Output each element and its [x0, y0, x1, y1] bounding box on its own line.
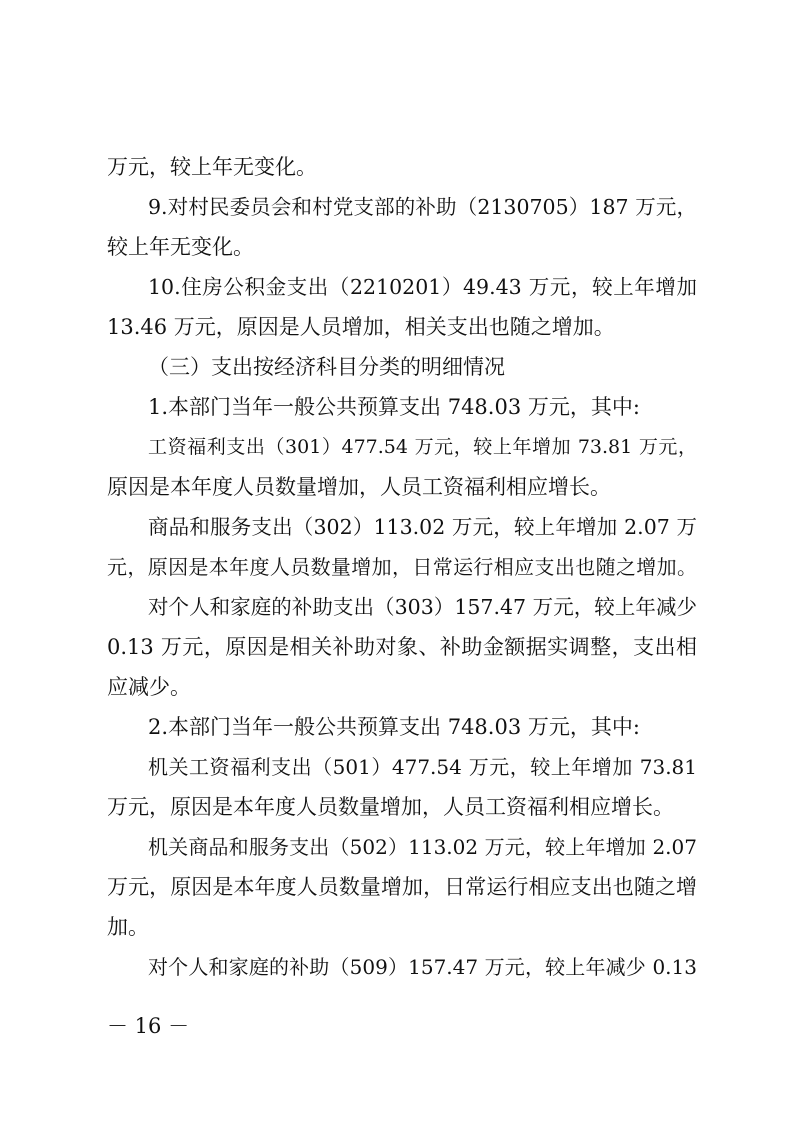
text-line: 1.本部门当年一般公共预算支出 748.03 万元，其中:: [148, 395, 640, 419]
text-line: 0.13 万元，原因是相关补助对象、补助金额据实调整，支出相: [107, 635, 697, 659]
page-number: － 16 －: [107, 1014, 190, 1038]
text-line: 机关商品和服务支出（502）113.02 万元，较上年增加 2.07: [148, 835, 697, 859]
text-line: 工资福利支出（301）477.54 万元，较上年增加 73.81 万元，: [148, 436, 697, 458]
text-line: 加。: [107, 915, 149, 939]
text-line: 13.46 万元，原因是人员增加，相关支出也随之增加。: [107, 315, 615, 339]
text-line: 较上年无变化。: [107, 235, 254, 259]
text-line: 万元，原因是本年度人员数量增加，日常运行相应支出也随之增: [107, 875, 697, 899]
text-line: 万元，较上年无变化。: [107, 155, 317, 179]
text-line: 商品和服务支出（302）113.02 万元，较上年增加 2.07 万: [148, 515, 697, 539]
text-line: 对个人和家庭的补助支出（303）157.47 万元，较上年减少: [148, 595, 697, 619]
text-line: 万元，原因是本年度人员数量增加，人员工资福利相应增长。: [107, 795, 674, 819]
text-line: 机关工资福利支出（501）477.54 万元，较上年增加 73.81: [148, 755, 697, 779]
text-line: 9.对村民委员会和村党支部的补助（2130705）187 万元，: [148, 195, 697, 219]
section-heading: （三）支出按经济科目分类的明细情况: [148, 355, 505, 379]
text-line: 原因是本年度人员数量增加，人员工资福利相应增长。: [107, 475, 611, 499]
text-line: 元，原因是本年度人员数量增加，日常运行相应支出也随之增加。: [107, 555, 697, 579]
text-line: 10.住房公积金支出（2210201）49.43 万元，较上年增加: [148, 275, 697, 299]
text-line: 2.本部门当年一般公共预算支出 748.03 万元，其中:: [148, 715, 640, 739]
text-line: 应减少。: [107, 675, 191, 699]
text-line: 对个人和家庭的补助（509）157.47 万元，较上年减少 0.13: [148, 955, 697, 979]
